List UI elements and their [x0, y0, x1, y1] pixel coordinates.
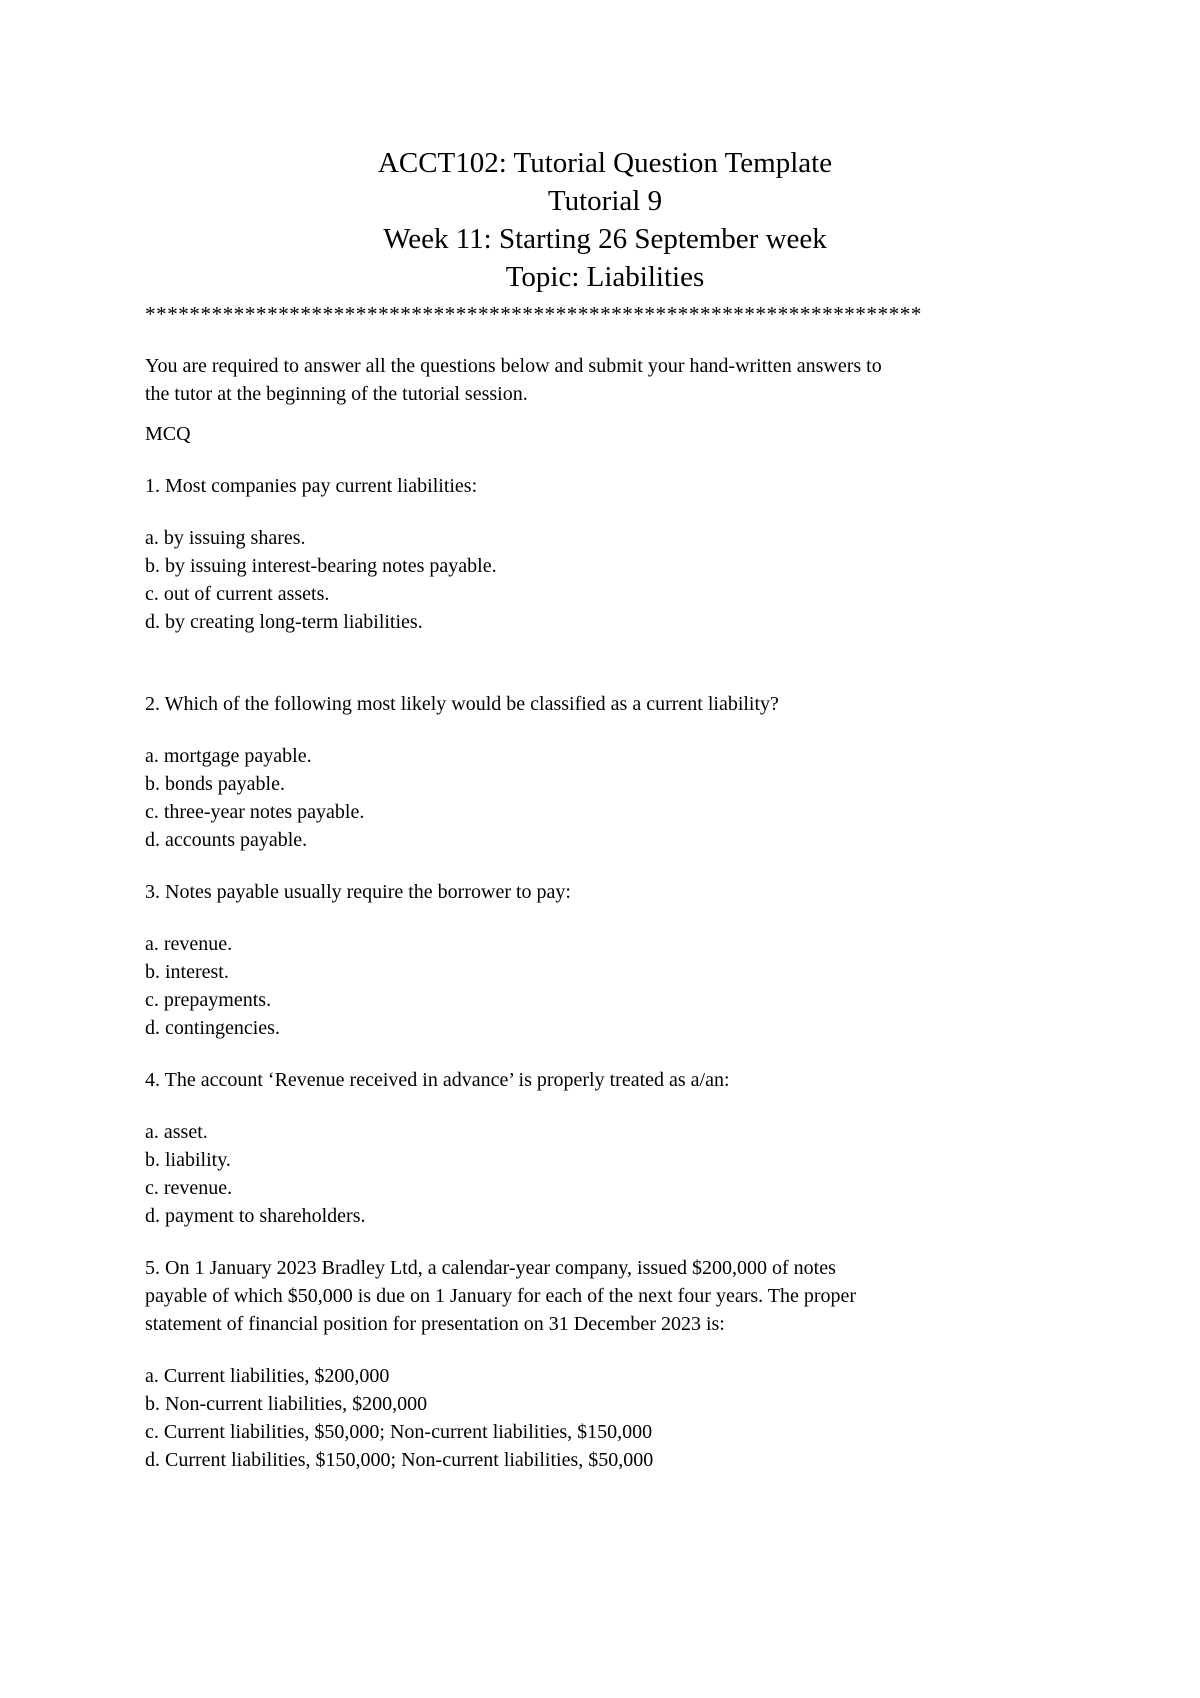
question-1-option-a: a. by issuing shares. [145, 527, 306, 549]
question-4-option-c: c. revenue. [145, 1177, 233, 1199]
question-2-option-c: c. three-year notes payable. [145, 801, 365, 823]
question-5-option-b: b. Non-current liabilities, $200,000 [145, 1393, 428, 1415]
instructions-line-1: You are required to answer all the questions below and submit your hand-written answers to [145, 355, 882, 377]
question-5-option-a: a. Current liabilities, $200,000 [145, 1365, 390, 1387]
asterisk-separator: ********************************************************************** [145, 302, 922, 326]
question-2-option-b: b. bonds payable. [145, 773, 285, 795]
question-5-option-c: c. Current liabilities, $50,000; Non-current liabilities, $150,000 [145, 1421, 653, 1443]
document-body [145, 352, 1065, 1474]
question-1-stem: 1. Most companies pay current liabilities: [145, 475, 478, 497]
question-3-option-a: a. revenue. [145, 933, 233, 955]
question-3-option-d: d. contingencies. [145, 1017, 280, 1039]
question-3-stem: 3. Notes payable usually require the borrower to pay: [145, 881, 571, 903]
question-5-stem-line-1: 5. On 1 January 2023 Bradley Ltd, a calendar-year company, issued $200,000 of notes [145, 1257, 836, 1279]
question-4-option-a: a. asset. [145, 1121, 208, 1143]
question-2-option-d: d. accounts payable. [145, 829, 308, 851]
question-4-option-d: d. payment to shareholders. [145, 1205, 366, 1227]
question-5-stem-line-3: statement of financial position for presentation on 31 December 2023 is: [145, 1313, 725, 1335]
tutorial-number: Tutorial 9 [547, 185, 663, 217]
question-3-option-b: b. interest. [145, 961, 229, 983]
question-2-stem: 2. Which of the following most likely would be classified as a current liability? [145, 693, 779, 715]
question-4-option-b: b. liability. [145, 1149, 231, 1171]
question-1-option-b: b. by issuing interest-bearing notes payable. [145, 555, 497, 577]
document-header [0, 144, 1200, 296]
question-1-option-d: d. by creating long-term liabilities. [145, 611, 423, 633]
question-5-option-d: d. Current liabilities, $150,000; Non-current liabilities, $50,000 [145, 1449, 654, 1471]
instructions-line-2: the tutor at the beginning of the tutorial session. [145, 383, 528, 405]
week-line: Week 11: Starting 26 September week [383, 223, 827, 255]
topic-line: Topic: Liabilities [505, 261, 705, 293]
course-title: ACCT102: Tutorial Question Template [377, 147, 833, 179]
question-4-stem: 4. The account ‘Revenue received in advance’ is properly treated as a/an: [145, 1069, 730, 1091]
question-3-option-c: c. prepayments. [145, 989, 272, 1011]
question-2-option-a: a. mortgage payable. [145, 745, 312, 767]
question-1-option-c: c. out of current assets. [145, 583, 330, 605]
question-5-stem-line-2: payable of which $50,000 is due on 1 January for each of the next four years. The proper [145, 1285, 857, 1307]
section-label: MCQ [145, 423, 191, 445]
